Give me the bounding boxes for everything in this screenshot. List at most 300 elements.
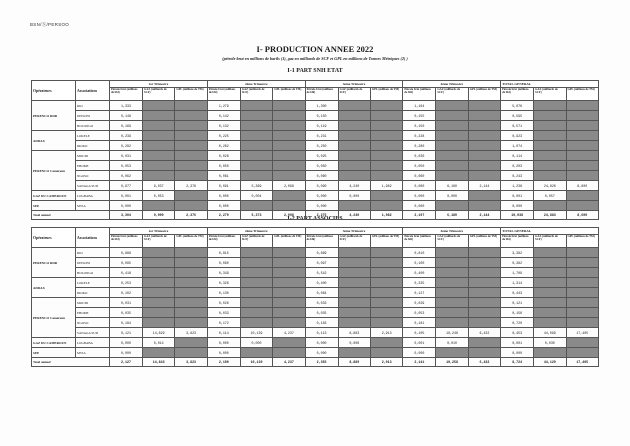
empty-cell: [534, 151, 566, 161]
association-name: DISSONI: [76, 111, 110, 121]
col-header-quarter: 2ème Trimestre: [207, 81, 305, 88]
col-header-quarter: 3ème Trimestre: [305, 228, 403, 235]
empty-cell: [338, 121, 370, 131]
table-row: [32, 201, 599, 211]
value-cell: 0,000: [110, 338, 143, 348]
table-row: [32, 328, 599, 338]
value-cell: 4,237: [273, 328, 305, 338]
empty-cell: [436, 248, 468, 258]
value-cell: 0,349: [207, 268, 240, 278]
empty-cell: [338, 151, 370, 161]
empty-cell: [143, 151, 175, 161]
empty-cell: [534, 161, 566, 171]
col-subheader: GAZ (milliards de SCF): [240, 88, 272, 101]
table-row: [32, 318, 599, 328]
col-subheader: GPL (millions de TM): [468, 88, 500, 101]
value-cell: 0,080: [403, 181, 436, 191]
empty-cell: [240, 258, 272, 268]
empty-cell: [273, 318, 305, 328]
empty-cell: [273, 151, 305, 161]
empty-cell: [338, 111, 370, 121]
col-header-quarter: 3ème Trimestre: [305, 81, 403, 88]
empty-cell: [175, 268, 207, 278]
col-header-quarter: 4ème Trimestre: [403, 228, 501, 235]
empty-cell: [273, 191, 305, 201]
value-cell: 0,061: [207, 171, 240, 181]
table-row: [32, 131, 599, 141]
value-cell: 2,376: [175, 181, 207, 191]
value-cell: 0,121: [110, 328, 143, 338]
value-cell: 0,114: [207, 328, 240, 338]
empty-cell: [338, 288, 370, 298]
empty-cell: [273, 308, 305, 318]
value-cell: 0,001: [501, 191, 534, 201]
value-cell: 0,001: [501, 338, 534, 348]
total-value: 2,144: [468, 211, 500, 220]
empty-cell: [468, 278, 500, 288]
value-cell: 0,400: [305, 278, 338, 288]
empty-cell: [370, 151, 402, 161]
col-subheader: GAZ (milliards de SCF): [534, 88, 566, 101]
empty-cell: [273, 268, 305, 278]
value-cell: 0,280: [403, 141, 436, 151]
col-subheader: GAZ (milliards de SCF): [338, 235, 370, 248]
empty-cell: [566, 161, 598, 171]
empty-cell: [273, 278, 305, 288]
value-cell: 0,810: [403, 248, 436, 258]
table-row: [32, 121, 599, 131]
production-table-snh: [31, 80, 599, 220]
empty-cell: [436, 268, 468, 278]
empty-cell: [240, 141, 272, 151]
association-name: RIO: [76, 248, 110, 258]
empty-cell: [436, 288, 468, 298]
value-cell: 0,923: [501, 131, 534, 141]
empty-cell: [143, 278, 175, 288]
empty-cell: [143, 268, 175, 278]
value-cell: 0,184: [110, 318, 143, 328]
empty-cell: [566, 191, 598, 201]
empty-cell: [436, 348, 468, 358]
value-cell: 0,542: [305, 268, 338, 278]
association-name: MVIA: [76, 201, 110, 211]
association-name: SANAGA SUD: [76, 328, 110, 338]
empty-cell: [240, 298, 272, 308]
value-cell: 6,180: [436, 181, 468, 191]
page-subtitle: (pétrole brut en millions de barils (1), gaz en milliards de SCF et GPL en millions de Tonnes Métriques (2) ): [222, 56, 408, 61]
empty-cell: [240, 278, 272, 288]
value-cell: 0,228: [403, 131, 436, 141]
empty-cell: [370, 171, 402, 181]
association-name: LOKELE: [76, 131, 110, 141]
value-cell: 0,105: [403, 328, 436, 338]
value-cell: 0,025: [305, 151, 338, 161]
empty-cell: [175, 101, 207, 111]
empty-cell: [143, 348, 175, 358]
empty-cell: [436, 298, 468, 308]
value-cell: 1,279: [207, 101, 240, 111]
value-cell: 0,000: [305, 338, 338, 348]
col-subheader: GAZ (milliards de SCF): [240, 235, 272, 248]
value-cell: 0,326: [207, 278, 240, 288]
empty-cell: [338, 161, 370, 171]
total-row: [32, 211, 599, 220]
total-value: 8,889: [338, 358, 370, 367]
empty-cell: [468, 161, 500, 171]
empty-cell: [240, 171, 272, 181]
empty-cell: [566, 111, 598, 121]
empty-cell: [566, 338, 598, 348]
total-value: 4,240: [338, 211, 370, 220]
total-value: 2,270: [207, 211, 240, 220]
empty-cell: [240, 318, 272, 328]
empty-cell: [338, 318, 370, 328]
value-cell: 0,243: [501, 171, 534, 181]
value-cell: 1,982: [370, 181, 402, 191]
empty-cell: [273, 248, 305, 258]
empty-cell: [370, 308, 402, 318]
value-cell: 0,155: [403, 111, 436, 121]
empty-cell: [143, 171, 175, 181]
total-value: 8,600: [566, 211, 598, 220]
col-subheader: Pétrole brut (millions de bbl): [207, 235, 240, 248]
empty-cell: [370, 288, 402, 298]
total-value: 2,100: [207, 358, 240, 367]
value-cell: 0,169: [110, 121, 143, 131]
empty-cell: [370, 101, 402, 111]
empty-cell: [436, 278, 468, 288]
value-cell: 0,150: [305, 111, 338, 121]
value-cell: 3,382: [501, 248, 534, 258]
value-cell: 0,095: [110, 258, 143, 268]
association-name: IROKO: [76, 141, 110, 151]
association-name: NGOSO: [76, 318, 110, 328]
empty-cell: [566, 151, 598, 161]
empty-cell: [370, 258, 402, 268]
value-cell: 2,144: [468, 181, 500, 191]
col-subheader: GAZ (milliards de SCF): [143, 235, 175, 248]
empty-cell: [534, 318, 566, 328]
value-cell: 14,829: [143, 328, 175, 338]
value-cell: 1,314: [501, 278, 534, 288]
empty-cell: [175, 318, 207, 328]
empty-cell: [273, 171, 305, 181]
table-row: [32, 338, 599, 348]
empty-cell: [240, 201, 272, 211]
total-value: 10,038: [501, 211, 534, 220]
total-value: 6,180: [436, 211, 468, 220]
empty-cell: [436, 258, 468, 268]
value-cell: 2,913: [370, 328, 402, 338]
value-cell: 0,815: [207, 248, 240, 258]
empty-cell: [468, 338, 500, 348]
empty-cell: [468, 318, 500, 328]
value-cell: 0,097: [305, 258, 338, 268]
table-row: [32, 181, 599, 191]
empty-cell: [338, 248, 370, 258]
total-value: 6,432: [468, 358, 500, 367]
col-subheader: Pétrole brut (millions de bbl): [305, 235, 338, 248]
empty-cell: [566, 348, 598, 358]
empty-cell: [534, 348, 566, 358]
empty-cell: [370, 318, 402, 328]
total-value: 2,356: [305, 358, 338, 367]
table-row: [32, 248, 599, 258]
empty-cell: [370, 121, 402, 131]
value-cell: 0,335: [403, 278, 436, 288]
col-subheader: GPL (millions de TM): [468, 235, 500, 248]
value-cell: 0,000: [338, 191, 370, 201]
value-cell: 0,031: [110, 151, 143, 161]
operator-name: ADDAX: [32, 131, 76, 151]
empty-cell: [175, 338, 207, 348]
table-row: [32, 171, 599, 181]
total-value: 10,258: [436, 358, 468, 367]
empty-cell: [175, 111, 207, 121]
empty-cell: [534, 101, 566, 111]
value-cell: 9,037: [143, 181, 175, 191]
col-subheader: GAZ (milliards de SCF): [534, 235, 566, 248]
empty-cell: [468, 131, 500, 141]
value-cell: 0,418: [110, 268, 143, 278]
value-cell: 0,000: [305, 201, 338, 211]
empty-cell: [370, 268, 402, 278]
value-cell: 0,050: [207, 161, 240, 171]
empty-cell: [143, 248, 175, 258]
col-subheader: GPL (millions de TM): [370, 88, 402, 101]
empty-cell: [143, 308, 175, 318]
empty-cell: [534, 298, 566, 308]
empty-cell: [436, 161, 468, 171]
association-name: DISSONI: [76, 258, 110, 268]
association-name: IROKO: [76, 288, 110, 298]
total-value: 3,823: [175, 358, 207, 367]
empty-cell: [566, 268, 598, 278]
production-table-associes: [31, 227, 599, 367]
empty-cell: [143, 121, 175, 131]
empty-cell: [436, 111, 468, 121]
value-cell: 0,050: [305, 161, 338, 171]
value-cell: 24,826: [534, 181, 566, 191]
value-cell: 0,000: [305, 191, 338, 201]
empty-cell: [370, 298, 402, 308]
total-label: Total annuel: [32, 211, 110, 220]
empty-cell: [370, 348, 402, 358]
empty-cell: [273, 288, 305, 298]
value-cell: 1,300: [305, 101, 338, 111]
empty-cell: [273, 348, 305, 358]
value-cell: 0,060: [305, 171, 338, 181]
value-cell: 0,595: [501, 111, 534, 121]
empty-cell: [468, 268, 500, 278]
col-header-operators: Opérateurs: [32, 81, 76, 101]
empty-cell: [534, 121, 566, 131]
empty-cell: [566, 121, 598, 131]
value-cell: 0,453: [501, 328, 534, 338]
empty-cell: [370, 338, 402, 348]
col-subheader: Pétrole brut (millions de bbl): [501, 88, 534, 101]
total-value: 2,098: [273, 211, 305, 220]
value-cell: 0,000: [207, 201, 240, 211]
empty-cell: [436, 171, 468, 181]
empty-cell: [370, 201, 402, 211]
col-subheader: Pétrole brut (millions de bbl): [305, 88, 338, 101]
value-cell: 0,035: [110, 308, 143, 318]
value-cell: 0,000: [207, 338, 240, 348]
table-row: [32, 191, 599, 201]
empty-cell: [534, 171, 566, 181]
empty-cell: [566, 101, 598, 111]
empty-cell: [338, 258, 370, 268]
value-cell: 44,099: [534, 328, 566, 338]
value-cell: 0,250: [305, 141, 338, 151]
value-cell: 0,010: [436, 338, 468, 348]
empty-cell: [338, 278, 370, 288]
value-cell: 0,000: [110, 201, 143, 211]
empty-cell: [240, 121, 272, 131]
association-name: LOGBABA: [76, 338, 110, 348]
value-cell: 0,181: [403, 318, 436, 328]
table-row: [32, 111, 599, 121]
empty-cell: [534, 141, 566, 151]
empty-cell: [143, 201, 175, 211]
association-name: MVIA: [76, 348, 110, 358]
value-cell: 0,130: [207, 288, 240, 298]
value-cell: 0,050: [403, 161, 436, 171]
empty-cell: [436, 141, 468, 151]
empty-cell: [468, 141, 500, 151]
empty-cell: [273, 141, 305, 151]
value-cell: 0,001: [110, 191, 143, 201]
empty-cell: [534, 288, 566, 298]
value-cell: 0,262: [207, 141, 240, 151]
value-cell: 5,076: [501, 101, 534, 111]
value-cell: 0,869: [305, 248, 338, 258]
total-value: 9,090: [143, 211, 175, 220]
value-cell: 0,253: [110, 278, 143, 288]
value-cell: 0,172: [207, 318, 240, 328]
value-cell: 0,001: [403, 338, 436, 348]
empty-cell: [370, 248, 402, 258]
col-header-operators: Opérateurs: [32, 228, 76, 248]
empty-cell: [566, 171, 598, 181]
empty-cell: [338, 131, 370, 141]
empty-cell: [273, 121, 305, 131]
value-cell: 0,062: [110, 171, 143, 181]
total-value: 4,237: [273, 358, 305, 367]
total-value: 3,304: [110, 211, 143, 220]
empty-cell: [143, 258, 175, 268]
empty-cell: [273, 201, 305, 211]
value-cell: 0,100: [403, 258, 436, 268]
empty-cell: [370, 278, 402, 288]
col-subheader: GPL (millions de TM): [273, 88, 305, 101]
association-name: LOGBABA: [76, 191, 110, 201]
empty-cell: [534, 268, 566, 278]
total-value: 8,724: [501, 358, 534, 367]
empty-cell: [436, 131, 468, 141]
value-cell: 6,432: [468, 328, 500, 338]
empty-cell: [143, 111, 175, 121]
value-cell: 0,000: [207, 191, 240, 201]
empty-cell: [175, 151, 207, 161]
total-value: 1,982: [370, 211, 402, 220]
empty-cell: [468, 101, 500, 111]
value-cell: 0,142: [207, 111, 240, 121]
operator-name: GAZ DU CAMEROUN: [32, 191, 76, 201]
empty-cell: [436, 101, 468, 111]
value-cell: 0,443: [501, 288, 534, 298]
empty-cell: [273, 131, 305, 141]
value-cell: 1,074: [501, 141, 534, 151]
value-cell: 0,225: [207, 131, 240, 141]
table-row: [32, 308, 599, 318]
empty-cell: [436, 308, 468, 318]
value-cell: 0,031: [110, 298, 143, 308]
value-cell: 0,006: [338, 338, 370, 348]
empty-cell: [534, 131, 566, 141]
empty-cell: [534, 111, 566, 121]
value-cell: 0,060: [403, 171, 436, 181]
value-cell: 0,030: [403, 151, 436, 161]
empty-cell: [240, 101, 272, 111]
total-value: 2,127: [110, 358, 143, 367]
empty-cell: [143, 288, 175, 298]
value-cell: 2,098: [273, 181, 305, 191]
empty-cell: [338, 201, 370, 211]
empty-cell: [534, 278, 566, 288]
empty-cell: [566, 201, 598, 211]
empty-cell: [175, 201, 207, 211]
empty-cell: [240, 248, 272, 258]
empty-cell: [468, 248, 500, 258]
association-name: NGOSO: [76, 171, 110, 181]
value-cell: 10,248: [436, 328, 468, 338]
col-subheader: Pétrole brut (millions de bbl): [110, 88, 143, 101]
value-cell: 0,028: [207, 151, 240, 161]
empty-cell: [468, 258, 500, 268]
empty-cell: [370, 191, 402, 201]
value-cell: 0,720: [501, 318, 534, 328]
value-cell: 0,053: [110, 161, 143, 171]
empty-cell: [240, 348, 272, 358]
empty-cell: [566, 248, 598, 258]
col-header-quarter: 4ème Trimestre: [403, 81, 501, 88]
empty-cell: [468, 171, 500, 181]
association-name: MOUDI: [76, 151, 110, 161]
value-cell: 0,057: [534, 191, 566, 201]
association-name: EBOME: [76, 161, 110, 171]
empty-cell: [468, 151, 500, 161]
table-row: [32, 298, 599, 308]
table-row: [32, 161, 599, 171]
value-cell: 0,053: [403, 308, 436, 318]
col-subheader: GPL (millions de TM): [566, 235, 598, 248]
col-subheader: GPL (millions de TM): [370, 235, 402, 248]
empty-cell: [566, 298, 598, 308]
value-cell: 4,240: [338, 181, 370, 191]
value-cell: 0,000: [207, 348, 240, 358]
total-value: 2,913: [370, 358, 402, 367]
empty-cell: [175, 131, 207, 141]
value-cell: 0,091: [207, 181, 240, 191]
value-cell: 0,000: [501, 348, 534, 358]
total-value: 2,197: [403, 211, 436, 220]
col-subheader: GAZ (milliards de SCF): [436, 235, 468, 248]
value-cell: 0,156: [501, 308, 534, 318]
table-row: [32, 278, 599, 288]
value-cell: 0,033: [305, 298, 338, 308]
